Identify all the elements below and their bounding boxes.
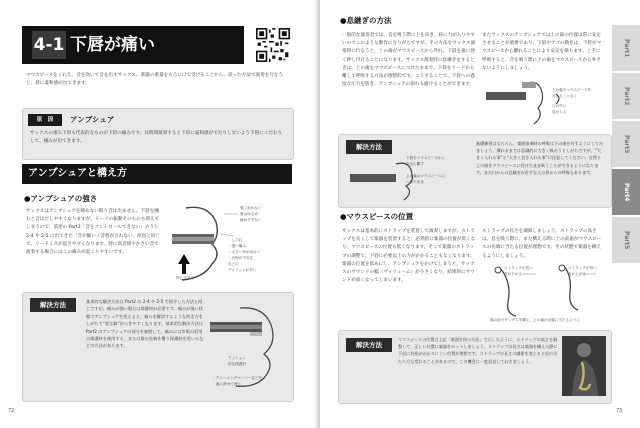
illus1-note-6: デメリットが多い <box>228 268 257 272</box>
page-title: 下唇が痛い <box>70 35 155 55</box>
cause-tag: 原 因 <box>28 114 62 126</box>
mouthpiece-solution-body: マウスピースの位置は上記「楽器を持つ方法」で示したように、ストラップの高さを調整して、正しい位置に楽器をセットしましょう。ストラップの長さは楽器を構えた際に下唇に負担がかかりにくい位置が理想です。ストラップの長さの調節を変えると唇の当たり方も変わることがあるので、この機会に一度見直しておきましょう。 <box>398 337 558 364</box>
illus3-note-3: 口の中に <box>552 104 567 108</box>
illus3-note-2: 支えることなく <box>552 94 578 98</box>
illus4-note-2: 完全に離す <box>406 162 424 166</box>
qr-code-icon <box>256 28 290 62</box>
illus4-note-3: 上の歯はマウスピースに <box>406 174 446 178</box>
illus1-note-4: ・音程が不安定 <box>228 256 254 260</box>
tab-part3[interactable]: Part3 <box>612 120 640 167</box>
solution-body: 基本的な解決方法は Part2 の 2-4 や 2-5 で紹介した方法と同じですが、痛みが強い場合は保護材が必要です。痛みが強い状態でアンブシュアを変えると、痛みを解消するような吹き方をしがちで“変な癖”がつきやすくなります。基本的な解決方法は Part2 のアンブシュアの部分を参照して、痛みには市販の唇用の保護材を使用する、または歯の先端を覆う保護材を用いるなどの方法があります。 <box>86 299 204 349</box>
embouchure-body: サックスはアンブシュアを締めない限り音は出ません。下唇を噛むと音はだしやすくなりますが、リードの振動そのものも抑えてしまうので、前述の Part2「音をコントロールできない」のうち 2-4 や 2-5 に出てきた「音が細い / 音程が合わない」原因と同じで、リードミスが起きやすくなります。特に高音域やかさい音で演奏する場合にはこの痛みが起こりやすいです。 <box>26 209 161 256</box>
illus5-note-1: ストラップが長い <box>504 266 533 270</box>
illus1-label-3: 締めすぎない <box>240 218 262 222</box>
left-page <box>0 0 318 428</box>
illus1-note-2: ・強い痛み <box>228 244 246 248</box>
tab-part2[interactable]: Part2 <box>612 72 640 119</box>
illus1-arrow-label: 押しすぎる <box>176 276 194 280</box>
cause-body: サックスの重み下唇も代表的なものが下唇の痛みです。長時間演奏すると下唇に違和感がでたりしないよう下唇にこだわりして、痛みが出てきます。 <box>30 131 283 145</box>
tab-part5[interactable]: Part5 <box>612 216 640 263</box>
illus2-label-2: 的な保護材 <box>228 362 246 366</box>
illus4-note-1: 下唇をマウスピースから <box>406 156 446 160</box>
qr-code[interactable] <box>256 28 290 62</box>
subheading-embouchure-strength: ●アンブシュアの強さ <box>24 194 98 203</box>
breathing-solution-body: 基礎練習はもちろん、楽曲演奏時の呼吸は下の歯を外すようにしてみましょう。慣れるまでは意識的に大きく吸おうとしがちですが、“大きく入れる事”と“大きく息を入れる事”に注意してください。自然と上の歯をマウスピースに付けたまま吸うことができるようになります。また口からの息継ぎが苦手な人は鼻からの呼吸もあります。 <box>476 141 604 175</box>
section-number: 4-1 <box>32 31 66 59</box>
cause-title: アンブシュア <box>70 115 115 124</box>
illus1-note-1: ・しびれ <box>228 238 243 242</box>
breathing-solution-tag: 解決方法 <box>346 140 392 154</box>
illus2-label-4: 歯に被せて使う <box>216 382 242 386</box>
breathing-illustration <box>482 74 606 130</box>
illus4-note-4: つけたまま <box>406 180 424 184</box>
breath-diagram-icon <box>482 74 606 130</box>
illus5-note-4: 首が上がる <box>568 272 586 276</box>
page-number-left: 72 <box>8 408 15 414</box>
illus2-label-3: ・クリーニングペーパーなどを <box>212 376 263 380</box>
right-page <box>320 0 640 428</box>
illus3-note-4: 息が入る <box>552 110 567 114</box>
illus1-note-5: などの <box>228 262 239 266</box>
section-title: アンブシュアと構え方 <box>28 168 127 179</box>
player-photo <box>562 336 606 396</box>
illus1-label-2: 唇はゆるめ <box>240 212 258 216</box>
illus5-note-3: 首が下がる <box>504 272 522 276</box>
tab-part1[interactable]: Part1 <box>612 24 640 71</box>
subheading-mouthpiece-position: ●マウスピースの位置 <box>340 212 414 221</box>
mouthpiece-body-2: ストラップの長さを調節しましょう。ストラップの高さは、息を吸う際に、また構える際に上の前歯がマウスピースの先端に当たる位置が理想です。その状態で楽器を構えるようにしましょう。 <box>482 229 602 259</box>
illus5-note-2: ストラップが短い <box>568 266 597 270</box>
tab-part4[interactable]: Part4 <box>612 168 640 215</box>
breathing-body-2: またサックスのアンブシュアでは上の歯の位置は常に安定させることが重要であり、下唇やアゴの動きは、下唇がマウスピースから離れることにより安定を保ちます。上手に呼吸すると、音を吸う際に上の歯をマウスピースから外さないようにしましょう。 <box>482 33 602 71</box>
solution-tag: 解決方法 <box>30 298 76 312</box>
illus1-label-1: 強く吹かない <box>240 206 262 210</box>
mouthpiece-solution-tag: 解決方法 <box>346 338 392 352</box>
illus5-caption: 顔の前でサックスを構え、上の歯が正確に当たるように <box>490 318 580 322</box>
illus1-note-3: ・大きい音が出ない <box>228 250 261 254</box>
subheading-breathing: ●息継ぎの方法 <box>340 16 392 25</box>
breathing-body: 一般的な演奏者では、音を吸う際に上を向き、肩に力が入りやすいのでこのような動作になりがちですが、その方法をサックス演奏時に行なうと、上の歯がマウスピースから外れ、下唇を歯に強く押し付けることになります。サックス演奏時に息継ぎをするときは、上の歯をマウスピースにつけたままで、下唇をリードから離して呼吸する方法が理想的です。こうすることで、下唇への過度な圧力を防ぎ、アンブシュアの崩れも避けることができます。 <box>342 33 476 88</box>
illus2-label-1: クッション <box>228 356 246 360</box>
mouthpiece-body: サックスは基本的にストラップを装着して演奏しますが、ストラップを長くして楽器を装着すると、必然的に楽器の位置が低くなり、マウスピースの位置も低くなります。そこで楽器のストラップの調整で、下唇に必要以上の力がかかることもなくなります。楽器の位置を低めにし、アンブシュアをかけてしまうと、サックスのサウンドの幅（ヴォリューム）が小さくなり、結果的にサウンドが弱くなってしまいます。 <box>342 229 476 284</box>
intro-text: マウスピースをくわえ、音を吹いて音を出すサックス。楽器の重量をもろに口で受けることから、誤った方法で演奏を行なうと、唇に違和感が出てきます。 <box>26 73 283 87</box>
illus3-note-1: 上の歯でマウスピースを <box>552 88 592 92</box>
page-number-right: 73 <box>616 408 623 414</box>
saxophone-player-icon <box>562 336 606 396</box>
